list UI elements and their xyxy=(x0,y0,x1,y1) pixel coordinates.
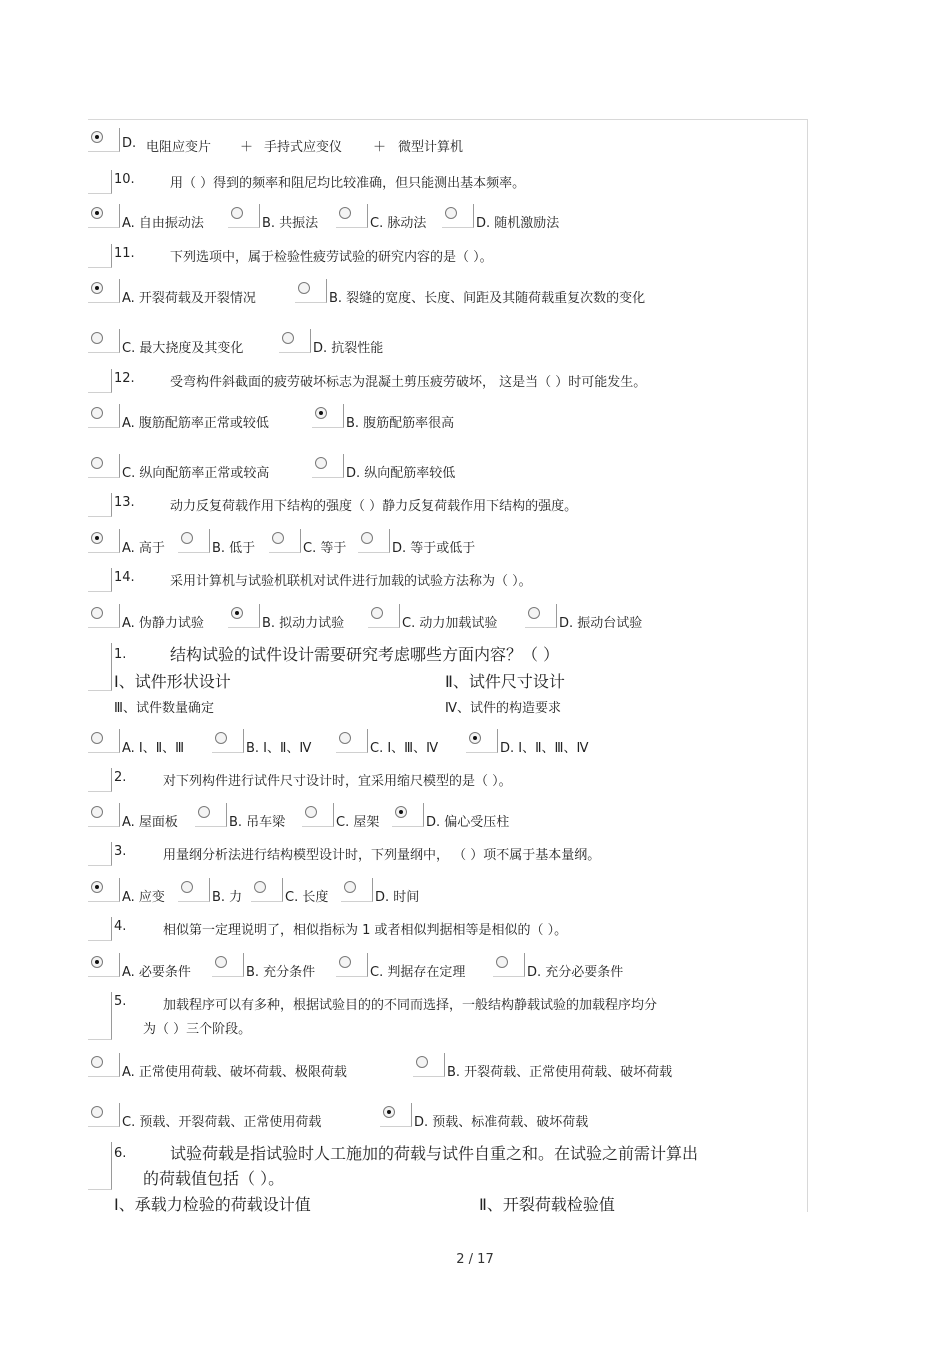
question-text: 受弯构件斜截面的疲劳破坏标志为混凝土剪压疲劳破坏， 这是当（ ）时可能发生。 xyxy=(170,375,647,390)
option-text: 微型计算机 xyxy=(398,140,464,155)
option-label: C. 纵向配筋率正常或较高 xyxy=(122,466,270,481)
question-text: 采用计算机与试验机联机对试件进行加载的试验方法称为（ ）。 xyxy=(170,574,532,589)
option-label: B. 吊车梁 xyxy=(229,815,286,830)
radio-button[interactable] xyxy=(279,329,311,353)
question-text: 用（ ）得到的频率和阻尼均比较准确，但只能测出基本频率。 xyxy=(170,176,526,191)
option-label: B. 力 xyxy=(212,890,243,905)
statement-item: Ⅱ、试件尺寸设计 xyxy=(445,672,565,691)
question-text: 用量纲分析法进行结构模型设计时，下列量纲中， （ ）项不属于基本量纲。 xyxy=(163,848,601,863)
option-label: D. 偏心受压柱 xyxy=(426,815,510,830)
question-number: 2. xyxy=(114,770,127,785)
radio-button[interactable] xyxy=(251,878,283,902)
radio-button[interactable] xyxy=(88,604,120,628)
option-label: D. 充分必要条件 xyxy=(527,965,624,980)
statement-item: Ⅳ、试件的构造要求 xyxy=(445,701,561,716)
question-text: 对下列构件进行试件尺寸设计时，宜采用缩尺模型的是（ ）。 xyxy=(163,774,512,789)
radio-button[interactable] xyxy=(88,729,120,753)
option-label: C. 最大挠度及其变化 xyxy=(122,341,244,356)
option-label: A. 开裂荷载及开裂情况 xyxy=(122,291,256,306)
option-label: A. 高于 xyxy=(122,541,165,556)
radio-button[interactable] xyxy=(88,404,120,428)
radio-button[interactable] xyxy=(88,953,120,977)
option-label: C. 等于 xyxy=(303,541,347,556)
option-label: B. Ⅰ、Ⅱ、Ⅳ xyxy=(246,741,312,756)
radio-button[interactable] xyxy=(269,529,301,553)
option-label: A. Ⅰ、Ⅱ、Ⅲ xyxy=(122,741,185,756)
radio-button[interactable] xyxy=(295,279,327,303)
option-label: A. 正常使用荷载、破坏荷载、极限荷载 xyxy=(122,1065,347,1080)
question-number: 14. xyxy=(114,570,135,585)
question-text: 相似第一定理说明了，相似指标为 1 或者相似判据相等是相似的（ ）。 xyxy=(163,923,568,938)
radio-button[interactable] xyxy=(228,604,260,628)
radio-button[interactable] xyxy=(341,878,373,902)
statement-item: Ⅱ、开裂荷载检验值 xyxy=(479,1195,615,1212)
question-text: 结构试验的试件设计需要研究考虑哪些方面内容？（ ） xyxy=(170,645,560,664)
option-text: 电阻应变片 xyxy=(146,140,212,155)
radio-button[interactable] xyxy=(88,1103,120,1127)
radio-button[interactable] xyxy=(302,803,334,827)
option-label: D. 随机激励法 xyxy=(476,216,560,231)
radio-button[interactable] xyxy=(493,953,525,977)
option-label: B. 开裂荷载、正常使用荷载、破坏荷载 xyxy=(447,1065,673,1080)
radio-button[interactable] xyxy=(442,204,474,228)
option-label: B. 腹筋配筋率很高 xyxy=(346,416,455,431)
option-label: C. 屋架 xyxy=(336,815,380,830)
radio-button[interactable] xyxy=(88,529,120,553)
question-number: 3. xyxy=(114,844,127,859)
option-label: D. 预载、标准荷载、破坏荷载 xyxy=(414,1115,589,1130)
option-label: C. 动力加载试验 xyxy=(402,616,498,631)
radio-button[interactable] xyxy=(88,128,120,152)
radio-button[interactable] xyxy=(392,803,424,827)
radio-button[interactable] xyxy=(312,454,344,478)
radio-button[interactable] xyxy=(212,953,244,977)
radio-button[interactable] xyxy=(336,204,368,228)
option-label: B. 共振法 xyxy=(262,216,319,231)
statement-item: Ⅲ、试件数量确定 xyxy=(114,701,214,716)
option-label: D. 振动台试验 xyxy=(559,616,643,631)
radio-button[interactable] xyxy=(88,204,120,228)
question-box xyxy=(88,369,112,393)
question-box xyxy=(88,768,112,792)
option-label: A. 应变 xyxy=(122,890,165,905)
question-text: 加载程序可以有多种，根据试验目的的不同而选择，一般结构静载试验的加载程序均分 xyxy=(163,998,658,1013)
question-number: 11. xyxy=(114,246,135,261)
radio-button[interactable] xyxy=(88,279,120,303)
question-number: 6. xyxy=(114,1146,127,1161)
radio-button[interactable] xyxy=(368,604,400,628)
page-number: 2 / 17 xyxy=(456,1252,494,1267)
radio-button[interactable] xyxy=(88,803,120,827)
option-label: C. 判据存在定理 xyxy=(370,965,466,980)
option-label: A. 必要条件 xyxy=(122,965,191,980)
question-number: 12. xyxy=(114,371,135,386)
radio-button[interactable] xyxy=(88,878,120,902)
radio-button[interactable] xyxy=(88,454,120,478)
option-label: C. 脉动法 xyxy=(370,216,427,231)
option-label: C. 长度 xyxy=(285,890,329,905)
radio-button[interactable] xyxy=(413,1053,445,1077)
option-label: D. 时间 xyxy=(375,890,420,905)
radio-button[interactable] xyxy=(88,329,120,353)
question-box xyxy=(88,493,112,517)
radio-button[interactable] xyxy=(312,404,344,428)
radio-button[interactable] xyxy=(195,803,227,827)
radio-button[interactable] xyxy=(466,729,498,753)
question-box xyxy=(88,170,112,194)
radio-button[interactable] xyxy=(380,1103,412,1127)
option-label: D. xyxy=(122,136,137,151)
option-label: C. Ⅰ、Ⅲ、Ⅳ xyxy=(370,741,439,756)
question-text-cont: 为（ ）三个阶段。 xyxy=(143,1022,252,1037)
question-text: 动力反复荷载作用下结构的强度（ ）静力反复荷载作用下结构的强度。 xyxy=(170,499,578,514)
radio-button[interactable] xyxy=(358,529,390,553)
question-number: 13. xyxy=(114,495,135,510)
question-text: 试验荷载是指试验时人工施加的荷载与试件自重之和。在试验之前需计算出 xyxy=(170,1144,699,1163)
radio-button[interactable] xyxy=(336,953,368,977)
radio-button[interactable] xyxy=(212,729,244,753)
radio-button[interactable] xyxy=(525,604,557,628)
radio-button[interactable] xyxy=(178,529,210,553)
question-box xyxy=(88,1142,112,1190)
option-label: D. Ⅰ、Ⅱ、Ⅲ、Ⅳ xyxy=(500,741,589,756)
radio-button[interactable] xyxy=(178,878,210,902)
question-number: 4. xyxy=(114,919,127,934)
question-text-cont: 的荷载值包括（ ）。 xyxy=(143,1169,285,1188)
question-box xyxy=(88,568,112,592)
question-text: 下列选项中，属于检验性疲劳试验的研究内容的是（ ）。 xyxy=(170,250,493,265)
option-label: C. 预载、开裂荷载、正常使用荷载 xyxy=(122,1115,322,1130)
option-label: A. 自由振动法 xyxy=(122,216,204,231)
statement-item: Ⅰ、试件形状设计 xyxy=(114,672,231,691)
plus-sign: ＋ xyxy=(373,140,387,155)
option-label: B. 裂缝的宽度、长度、间距及其随荷载重复次数的变化 xyxy=(329,291,646,306)
question-box xyxy=(88,643,112,691)
option-label: B. 拟动力试验 xyxy=(262,616,345,631)
option-label: B. 充分条件 xyxy=(246,965,316,980)
option-label: D. 等于或低于 xyxy=(392,541,476,556)
question-box xyxy=(88,244,112,268)
radio-button[interactable] xyxy=(336,729,368,753)
option-label: A. 伪静力试验 xyxy=(122,616,204,631)
radio-button[interactable] xyxy=(228,204,260,228)
option-label: D. 纵向配筋率较低 xyxy=(346,466,456,481)
plus-sign: ＋ xyxy=(240,140,254,155)
radio-button[interactable] xyxy=(88,1053,120,1077)
option-text: 手持式应变仪 xyxy=(264,140,343,155)
question-number: 10. xyxy=(114,172,135,187)
question-box xyxy=(88,992,112,1040)
option-label: D. 抗裂性能 xyxy=(313,341,384,356)
statement-item: Ⅰ、承载力检验的荷载设计值 xyxy=(114,1195,311,1212)
question-number: 5. xyxy=(114,994,127,1009)
option-label: B. 低于 xyxy=(212,541,256,556)
question-box xyxy=(88,917,112,941)
question-number: 1. xyxy=(114,647,127,662)
question-box xyxy=(88,842,112,866)
option-label: A. 屋面板 xyxy=(122,815,178,830)
option-label: A. 腹筋配筋率正常或较低 xyxy=(122,416,269,431)
quiz-frame xyxy=(88,119,808,1212)
